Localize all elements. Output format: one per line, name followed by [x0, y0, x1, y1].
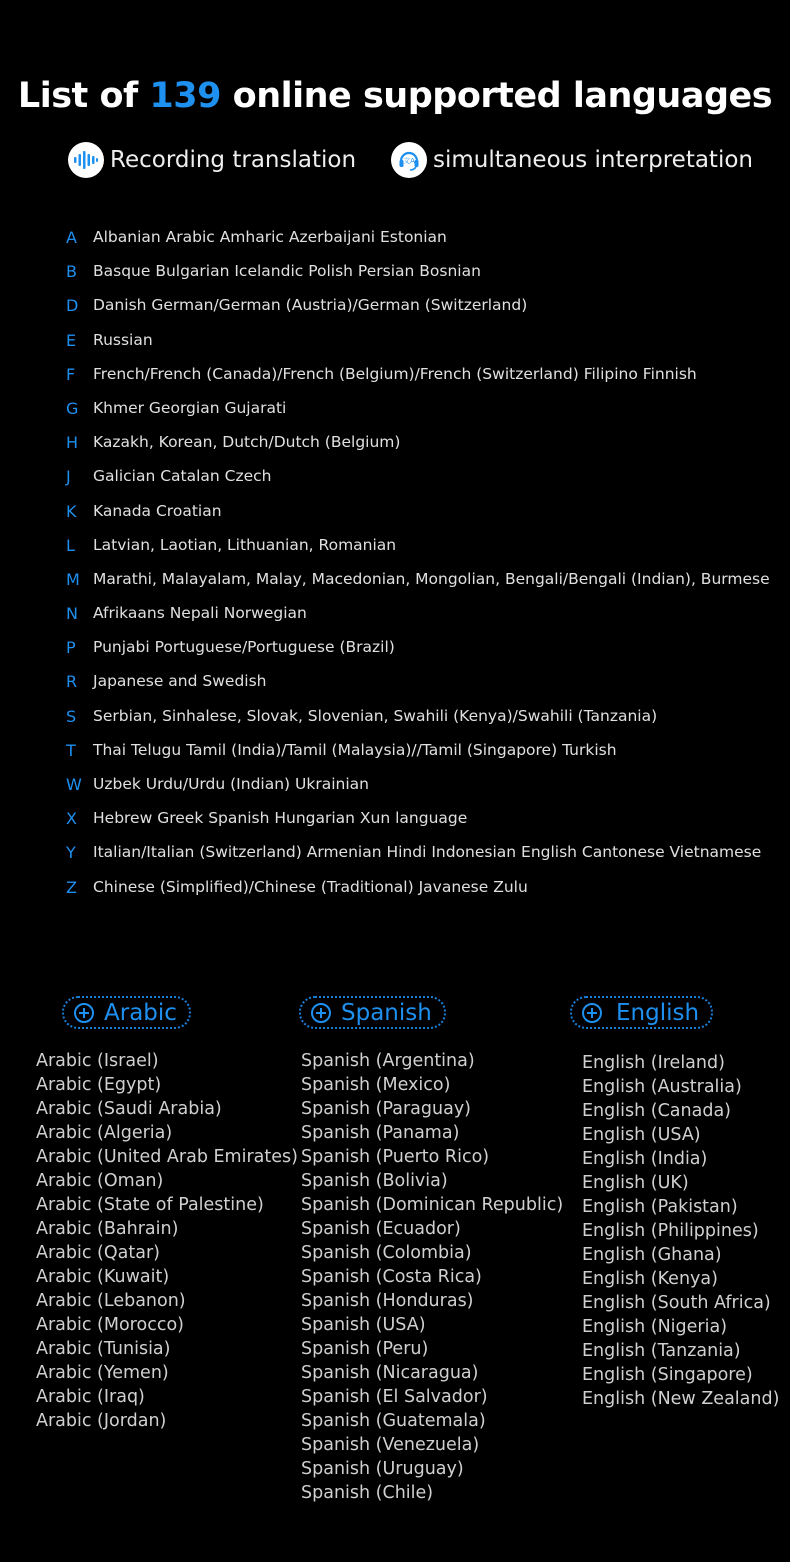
group-label: English: [616, 999, 700, 1026]
letter-row: [66, 707, 770, 741]
list-item: Arabic (Jordan): [36, 1411, 167, 1431]
group-header-english: [570, 996, 713, 1029]
group-label: Spanish: [341, 999, 432, 1026]
list-item: English (Nigeria): [582, 1317, 728, 1337]
list-item: Spanish (Bolivia): [301, 1171, 448, 1191]
list-item: English (USA): [582, 1125, 701, 1145]
letter-index: W: [66, 775, 82, 794]
letter-index: L: [66, 535, 75, 555]
languages-text: Japanese and Swedish: [93, 672, 267, 691]
letter-index: K: [66, 501, 77, 521]
letter-index: N: [66, 604, 78, 624]
letter-index: T: [66, 740, 76, 760]
languages-text: Chinese (Simplified)/Chinese (Traditional) Javanese Zulu: [93, 877, 528, 896]
list-item: English (Pakistan): [582, 1197, 738, 1217]
letter-index: S: [66, 706, 77, 726]
letter-row: [66, 262, 770, 296]
languages-text: Punjabi Portuguese/Portuguese (Brazil): [93, 638, 395, 657]
page-title: [0, 76, 790, 116]
languages-text: Thai Telugu Tamil (India)/Tamil (Malaysia)//Tamil (Singapore) Turkish: [93, 740, 617, 759]
list-item: Arabic (Lebanon): [36, 1291, 186, 1311]
letter-row: [66, 228, 770, 262]
letter-index: Z: [66, 877, 77, 897]
letter-row: [66, 433, 770, 467]
list-item: Arabic (Morocco): [36, 1315, 184, 1335]
list-item: Spanish (Ecuador): [301, 1219, 461, 1239]
list-item: Spanish (USA): [301, 1315, 426, 1335]
languages-text: French/French (Canada)/French (Belgium)/French (Switzerland) Filipino Finnish: [93, 364, 697, 383]
list-item: Arabic (United Arab Emirates): [36, 1147, 298, 1167]
group-header-arabic: [62, 996, 191, 1029]
letter-row: [66, 331, 770, 365]
languages-text: Hebrew Greek Spanish Hungarian Xun language: [93, 809, 468, 828]
list-item: Spanish (Mexico): [301, 1075, 451, 1095]
list-item: English (Canada): [582, 1101, 731, 1121]
letter-index: A: [66, 228, 77, 247]
letter-row: [66, 775, 770, 809]
list-item: Arabic (Israel): [36, 1051, 159, 1071]
languages-text: Kazakh, Korean, Dutch/Dutch (Belgium): [93, 433, 401, 452]
feature-simultaneous-interpretation: [391, 142, 753, 178]
list-item: Arabic (Tunisia): [36, 1339, 171, 1359]
list-item: English (New Zealand): [582, 1389, 780, 1409]
list-item: Spanish (Colombia): [301, 1243, 472, 1263]
letter-index: E: [66, 330, 77, 350]
arabic-variants-list: [36, 1049, 298, 1433]
language-count: 139: [149, 76, 221, 116]
list-item: Spanish (Puerto Rico): [301, 1147, 490, 1167]
plus-circle-icon: [582, 1003, 602, 1023]
list-item: Spanish (Paraguay): [301, 1099, 472, 1119]
letter-index: G: [66, 398, 79, 418]
list-item: Arabic (Egypt): [36, 1075, 162, 1095]
list-item: Spanish (Dominican Republic): [301, 1195, 564, 1215]
languages-text: Kanada Croatian: [93, 501, 222, 520]
letter-index: P: [66, 638, 76, 658]
list-item: Arabic (Kuwait): [36, 1267, 170, 1287]
list-item: Arabic (Bahrain): [36, 1219, 179, 1239]
list-item: Spanish (Panama): [301, 1123, 460, 1143]
group-header-spanish: [299, 996, 446, 1029]
list-item: Arabic (Yemen): [36, 1363, 169, 1383]
headset-translate-icon: [391, 142, 427, 178]
title-prefix: List of: [17, 76, 138, 116]
list-item: English (Singapore): [582, 1365, 753, 1385]
list-item: Arabic (Iraq): [36, 1387, 145, 1407]
list-item: English (Ghana): [582, 1245, 722, 1265]
list-item: English (India): [582, 1149, 708, 1169]
letter-index: B: [66, 262, 77, 282]
letter-row: [66, 296, 770, 330]
languages-text: Afrikaans Nepali Norwegian: [93, 604, 307, 623]
letter-row: [66, 467, 770, 501]
list-item: Arabic (Saudi Arabia): [36, 1099, 222, 1119]
letter-index: X: [66, 809, 77, 829]
list-item: Spanish (Costa Rica): [301, 1267, 482, 1287]
list-item: Spanish (Peru): [301, 1339, 429, 1359]
letter-row: [66, 604, 770, 638]
alphabetical-language-list: [66, 228, 770, 912]
letter-row: [66, 570, 770, 604]
list-item: Arabic (State of Palestine): [36, 1195, 264, 1215]
languages-text: Basque Bulgarian Icelandic Polish Persian Bosnian: [93, 262, 481, 281]
languages-text: Galician Catalan Czech: [93, 467, 272, 486]
list-item: English (Australia): [582, 1077, 742, 1097]
list-item: English (South Africa): [582, 1293, 771, 1313]
list-item: Spanish (Chile): [301, 1483, 434, 1503]
languages-text: Khmer Georgian Gujarati: [93, 398, 287, 417]
letter-index: Y: [66, 843, 76, 863]
letter-index: F: [66, 364, 76, 384]
letter-row: [66, 638, 770, 672]
list-item: English (Philippines): [582, 1221, 759, 1241]
languages-text: Russian: [93, 330, 153, 349]
letter-row: [66, 502, 770, 536]
languages-text: Italian/Italian (Switzerland) Armenian Hindi Indonesian English Cantonese Vietnamese: [93, 843, 762, 862]
letter-row: [66, 672, 770, 706]
feature-label: simultaneous interpretation: [433, 147, 753, 173]
list-item: English (UK): [582, 1173, 689, 1193]
list-item: Arabic (Algeria): [36, 1123, 173, 1143]
list-item: Arabic (Qatar): [36, 1243, 160, 1263]
languages-text: Latvian, Laotian, Lithuanian, Romanian: [93, 535, 397, 554]
letter-row: [66, 809, 770, 843]
languages-text: Albanian Arabic Amharic Azerbaijani Estonian: [93, 228, 447, 246]
sound-wave-icon: [68, 142, 104, 178]
plus-circle-icon: [311, 1003, 331, 1023]
languages-text: Serbian, Sinhalese, Slovak, Slovenian, Swahili (Kenya)/Swahili (Tanzania): [93, 706, 658, 725]
list-item: Spanish (Venezuela): [301, 1435, 480, 1455]
letter-row: [66, 878, 770, 912]
letter-row: [66, 399, 770, 433]
group-label: Arabic: [104, 999, 177, 1026]
letter-index: D: [66, 296, 79, 316]
letter-index: J: [66, 467, 71, 487]
title-suffix: online supported languages: [232, 76, 773, 116]
letter-row: [66, 843, 770, 877]
list-item: Spanish (Guatemala): [301, 1411, 486, 1431]
english-variants-list: [582, 1051, 779, 1411]
list-item: Spanish (Honduras): [301, 1291, 474, 1311]
list-item: Spanish (El Salvador): [301, 1387, 488, 1407]
languages-text: Marathi, Malayalam, Malay, Macedonian, Mongolian, Bengali/Bengali (Indian), Burmese: [93, 569, 770, 588]
list-item: Arabic (Oman): [36, 1171, 164, 1191]
feature-label: Recording translation: [110, 147, 357, 173]
list-item: English (Ireland): [582, 1053, 725, 1073]
list-item: Spanish (Uruguay): [301, 1459, 464, 1479]
letter-row: [66, 365, 770, 399]
letter-index: M: [66, 569, 80, 589]
spanish-variants-list: [301, 1049, 563, 1505]
feature-recording-translation: [68, 142, 356, 178]
plus-circle-icon: [74, 1003, 94, 1023]
languages-text: Danish German/German (Austria)/German (Switzerland): [93, 296, 528, 315]
list-item: English (Tanzania): [582, 1341, 741, 1361]
letter-index: R: [66, 672, 78, 692]
list-item: English (Kenya): [582, 1269, 718, 1289]
letter-index: H: [66, 433, 79, 453]
languages-text: Uzbek Urdu/Urdu (Indian) Ukrainian: [93, 775, 369, 793]
letter-row: [66, 741, 770, 775]
list-item: Spanish (Nicaragua): [301, 1363, 479, 1383]
svg-text:文A: 文A: [403, 157, 415, 165]
letter-row: [66, 536, 770, 570]
list-item: Spanish (Argentina): [301, 1051, 475, 1071]
